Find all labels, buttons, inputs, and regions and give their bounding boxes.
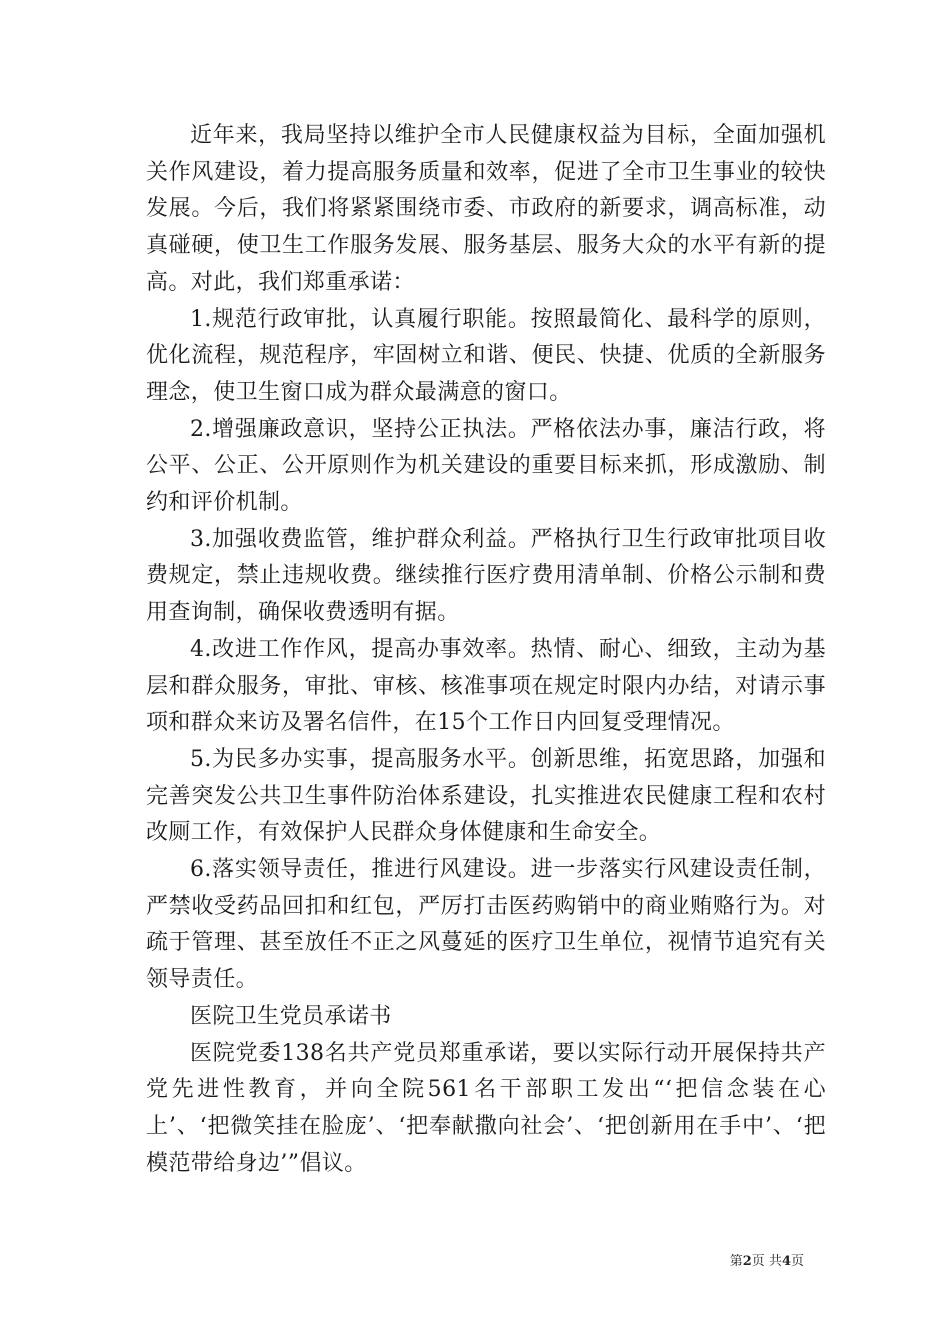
closing-paragraph: 医院党委138名共产党员郑重承诺，要以实际行动开展保持共产党先进性教育，并向全院561名干部职工发出“‘把信念装在心上’、‘把微笑挂在脸庞’、‘把奉献撒向社会’、‘把创新用在手中’、‘把模范带给身边’”倡议。 [146, 1040, 826, 1176]
footer-middle: 页 共 [751, 1254, 782, 1269]
intro-paragraph: 近年来，我局坚持以维护全市人民健康权益为目标，全面加强机关作风建设，着力提高服务质量和效率，促进了全市卫生事业的较快发展。今后，我们将紧紧围绕市委、市政府的新要求，调高标准，动真碰硬，使卫生工作服务发展、服务基层、服务大众的水平有新的提高。对此，我们郑重承诺： [146, 123, 826, 295]
commitment-item-5: 5.为民多办实事，提高服务水平。创新思维，拓宽思路，加强和完善突发公共卫生事件防治体系建设，扎实推进农民健康工程和农村改厕工作，有效保护人民群众身体健康和生命安全。 [146, 746, 826, 846]
commitment-item-2: 2.增强廉政意识，坚持公正执法。严格依法办事，廉洁行政，将公平、公正、公开原则作为机关建设的重要目标来抓，形成激励、制约和评价机制。 [146, 416, 826, 516]
commitment-item-6: 6.落实领导责任，推进行风建设。进一步落实行风建设责任制，严禁收受药品回扣和红包，严厉打击医药购销中的商业贿赂行为。对疏于管理、甚至放任不正之风蔓延的医疗卫生单位，视情节追究有关领导责任。 [146, 857, 826, 993]
commitment-item-1: 1.规范行政审批，认真履行职能。按照最简化、最科学的原则，优化流程，规范程序，牢固树立和谐、便民、快捷、优质的全新服务理念，使卫生窗口成为群众最满意的窗口。 [146, 306, 826, 405]
footer-suffix: 页 [790, 1254, 804, 1269]
total-page-number: 4 [781, 1254, 791, 1269]
document-body [146, 118, 826, 1182]
commitment-item-3: 3.加强收费监管，维护群众利益。严格执行卫生行政审批项目收费规定，禁止违规收费。继续推行医疗费用清单制、价格公示制和费用查询制，确保收费透明有据。 [146, 526, 826, 626]
footer-prefix: 第 [729, 1254, 743, 1269]
page-number-footer [730, 1250, 804, 1269]
current-page-number: 2 [742, 1254, 752, 1269]
section-title: 医院卫生党员承诺书 [190, 1003, 392, 1029]
commitment-item-4: 4.改进工作作风，提高办事效率。热情、耐心、细致，主动为基层和群众服务，审批、审核、核准事项在规定时限内办结，对请示事项和群众来访及署名信件，在15个工作日内回复受理情况。 [146, 636, 826, 736]
